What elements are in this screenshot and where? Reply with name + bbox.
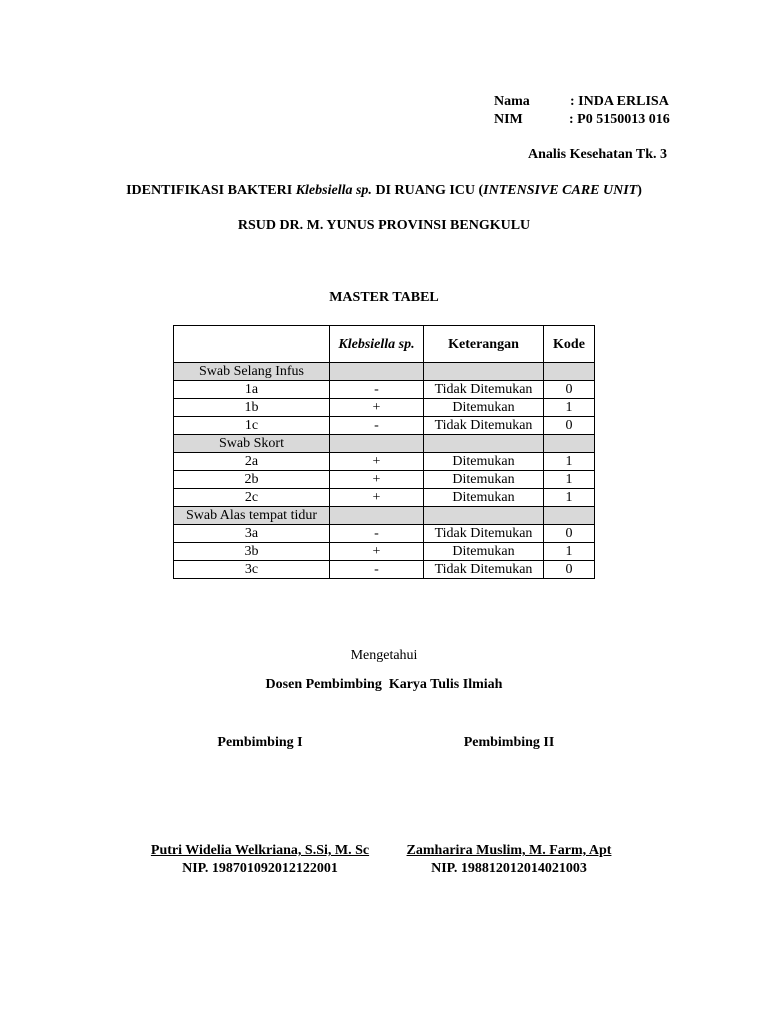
header-organism: Klebsiella sp. (330, 326, 424, 363)
header-sample (174, 326, 330, 363)
result-cell: + (330, 543, 424, 561)
sample-cell: 3a (174, 525, 330, 543)
table-row (174, 543, 595, 561)
supervisor1-name: Putri Widelia Welkriana, S.Si, M. Sc (150, 843, 370, 858)
supervisor1-nip: NIP. 198701092012122001 (182, 861, 338, 876)
header-kode: Kode (544, 326, 595, 363)
kode-cell: 0 (544, 561, 595, 579)
supervisor2-name: Zamharira Muslim, M. Farm, Apt (406, 843, 612, 858)
kode-cell: 0 (544, 525, 595, 543)
mengetahui-label: Mengetahui (350, 648, 418, 663)
result-cell: + (330, 471, 424, 489)
group-label: Swab Selang Infus (174, 363, 330, 381)
nim-value: : P0 5150013 016 (569, 112, 670, 127)
title-part-1: IDENTIFIKASI BAKTERI (126, 183, 296, 198)
keterangan-cell: Tidak Ditemukan (424, 561, 544, 579)
kode-cell: 1 (544, 489, 595, 507)
sample-cell: 2c (174, 489, 330, 507)
nama-value: : INDA ERLISA (570, 94, 669, 109)
kode-cell: 0 (544, 381, 595, 399)
nim-label: NIM (494, 112, 523, 127)
result-cell: + (330, 453, 424, 471)
table-row (174, 525, 595, 543)
document-subtitle: RSUD DR. M. YUNUS PROVINSI BENGKULU (237, 218, 531, 233)
kode-cell: 1 (544, 399, 595, 417)
sample-cell: 1c (174, 417, 330, 435)
keterangan-cell: Ditemukan (424, 489, 544, 507)
result-cell: - (330, 417, 424, 435)
table-row (174, 417, 595, 435)
group-row (174, 507, 595, 525)
keterangan-cell: Tidak Ditemukan (424, 417, 544, 435)
kode-cell: 1 (544, 453, 595, 471)
keterangan-cell: Tidak Ditemukan (424, 381, 544, 399)
keterangan-cell: Ditemukan (424, 471, 544, 489)
program-label: Analis Kesehatan Tk. 3 (528, 147, 667, 162)
sample-cell: 2a (174, 453, 330, 471)
group-row (174, 363, 595, 381)
keterangan-cell: Ditemukan (424, 399, 544, 417)
kode-cell: 1 (544, 471, 595, 489)
supervisor1-label: Pembimbing I (217, 735, 303, 750)
group-row (174, 435, 595, 453)
result-cell: - (330, 561, 424, 579)
table-row (174, 471, 595, 489)
result-cell: - (330, 525, 424, 543)
table-row (174, 453, 595, 471)
sample-cell: 2b (174, 471, 330, 489)
table-row (174, 561, 595, 579)
kode-cell: 0 (544, 417, 595, 435)
keterangan-cell: Ditemukan (424, 453, 544, 471)
title-part-2: DI RUANG ICU ( (371, 183, 484, 198)
sample-cell: 3b (174, 543, 330, 561)
supervisor2-label: Pembimbing II (463, 735, 555, 750)
title-unit: INTENSIVE CARE UNIT (483, 183, 638, 198)
table-row (174, 489, 595, 507)
result-cell: + (330, 489, 424, 507)
header-keterangan: Keterangan (424, 326, 544, 363)
result-cell: - (330, 381, 424, 399)
nama-label: Nama (494, 94, 530, 109)
table-header-row (174, 326, 595, 363)
result-cell: + (330, 399, 424, 417)
title-organism: Klebsiella sp. (295, 183, 372, 198)
sample-cell: 3c (174, 561, 330, 579)
master-table (173, 325, 595, 579)
table-row (174, 399, 595, 417)
group-label: Swab Skort (174, 435, 330, 453)
keterangan-cell: Tidak Ditemukan (424, 525, 544, 543)
supervisor2-nip: NIP. 198812012014021003 (431, 861, 587, 876)
sample-cell: 1b (174, 399, 330, 417)
group-label: Swab Alas tempat tidur (174, 507, 330, 525)
table-row (174, 381, 595, 399)
sample-cell: 1a (174, 381, 330, 399)
supervisor-role: Dosen Pembimbing Karya Tulis Ilmiah (265, 677, 503, 692)
table-title: MASTER TABEL (329, 290, 439, 305)
keterangan-cell: Ditemukan (424, 543, 544, 561)
title-part-3: ) (637, 183, 642, 198)
kode-cell: 1 (544, 543, 595, 561)
document-title (0, 183, 768, 199)
